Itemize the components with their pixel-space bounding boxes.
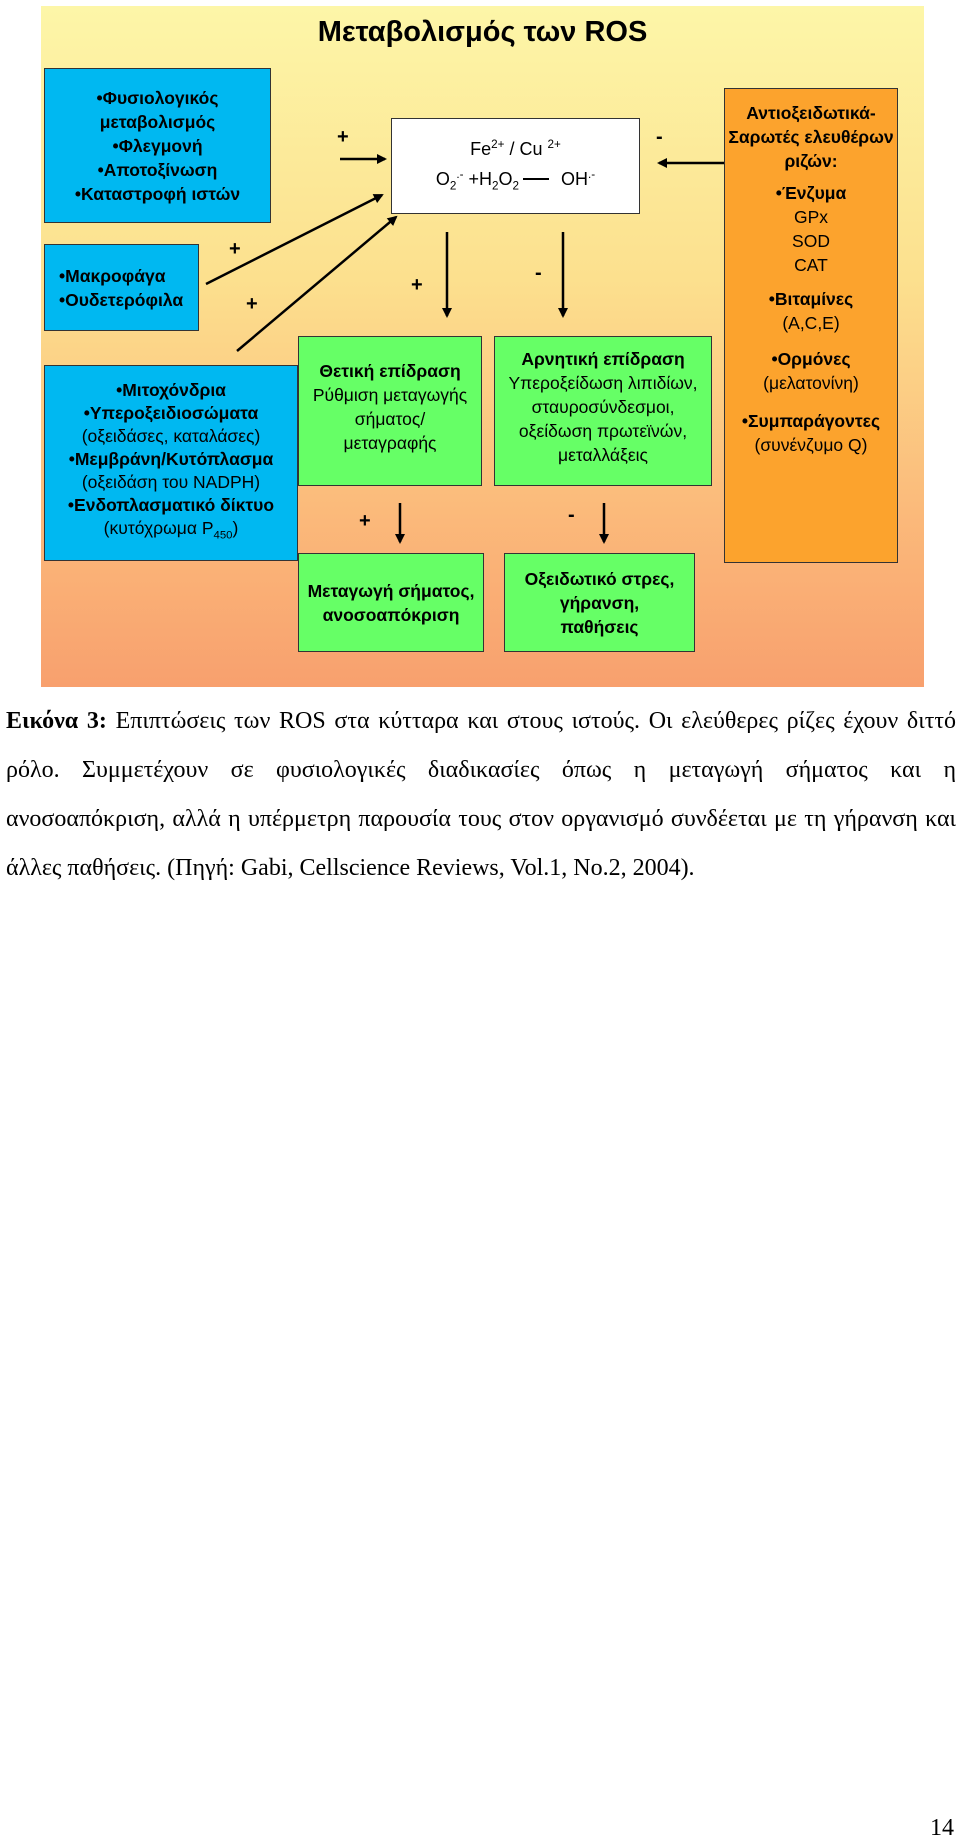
negative-effect-title: Αρνητική επίδραση xyxy=(521,349,685,369)
negative-effect-line: μεταλλάξεις xyxy=(558,445,648,465)
vitamins-label: •Βιταμίνες xyxy=(768,289,854,309)
minus-sign: - xyxy=(535,262,542,284)
reaction-arrow xyxy=(523,178,549,180)
organelle-line: •Μιτοχόνδρια xyxy=(116,379,226,400)
ros-metabolism-diagram xyxy=(41,6,924,687)
cofactors-text: (συνένζυμο Q) xyxy=(754,435,868,455)
negative-effect-line: σταυροσύνδεσμοι, xyxy=(531,397,675,417)
stress-line: γήρανση, xyxy=(559,592,640,613)
figure-caption xyxy=(6,697,956,893)
organelle-line: (κυτόχρωμα $P_{450}$) xyxy=(103,517,239,542)
metal-ions: $Fe^{2+}$ / Cu $^{2+}$ xyxy=(470,138,561,160)
plus-sign: + xyxy=(229,238,241,260)
negative-effect-line: οξείδωση πρωτεϊνών, xyxy=(518,421,688,441)
negative-effect-box xyxy=(494,336,712,486)
immune-cells-box xyxy=(44,244,199,331)
cofactors-label: •Συμπαράγοντες xyxy=(741,411,881,431)
organelle-line: •Υπεροξειδιοσώματα xyxy=(83,402,259,423)
cells-line: •Ουδετερόφιλα xyxy=(59,289,184,310)
source-line: •Φλεγμονή xyxy=(112,135,203,156)
source-line: •Αποτοξίνωση xyxy=(97,159,218,180)
minus-sign: - xyxy=(656,126,663,148)
organelle-line: (οξειδάσες, καταλάσες) xyxy=(81,425,261,446)
organelles-box xyxy=(44,365,298,561)
stress-line: Οξειδωτικό στρες, xyxy=(524,568,675,589)
enzymes-label: •Ένζυμα xyxy=(775,183,847,203)
diagram-title: Μεταβολισμός των ROS xyxy=(317,16,648,48)
enzyme-item: SOD xyxy=(792,231,830,251)
source-line: •Φυσιολογικός μεταβολισμός xyxy=(96,87,219,132)
organelle-line: •Ενδοπλασματικό δίκτυο xyxy=(67,494,275,515)
positive-effect-line: σήματος/ xyxy=(354,409,426,429)
positive-effect-line: μεταγραφής xyxy=(343,433,437,453)
reaction-equation: $O_2^{.-} +H_2O_2$ OH.- xyxy=(435,168,596,193)
hormones-text: (μελατονίνη) xyxy=(763,373,859,393)
positive-effect-line: Ρύθμιση μεταγωγής xyxy=(312,385,468,405)
negative-effect-line: Υπεροξείδωση λιπιδίων, xyxy=(508,373,698,393)
plus-sign: + xyxy=(411,274,423,296)
physiological-sources-box xyxy=(44,68,271,223)
arrow-organelles-to-reaction xyxy=(237,217,396,351)
stress-line: παθήσεις xyxy=(560,616,639,637)
organelle-line: •Μεμβράνη/Κυτόπλασμα xyxy=(68,448,274,469)
antioxidants-box xyxy=(724,88,898,563)
plus-sign: + xyxy=(359,510,371,532)
oxidative-stress-box xyxy=(504,553,695,652)
signal-line: ανοσοαπόκριση xyxy=(322,604,460,625)
enzyme-item: GPx xyxy=(793,207,829,227)
cells-line: •Μακροφάγα xyxy=(59,265,166,286)
caption-label: Εικόνα 3: xyxy=(6,708,107,734)
organelle-line: (οξειδάση του NADPH) xyxy=(81,471,261,492)
page-number: 14 xyxy=(930,1815,954,1841)
minus-sign: - xyxy=(568,504,575,526)
plus-sign: + xyxy=(337,126,349,148)
vitamins-text: (A,C,E) xyxy=(782,313,840,333)
source-line: •Καταστροφή ιστών xyxy=(74,183,241,204)
plus-sign: + xyxy=(246,293,258,315)
caption-text: Επιπτώσεις των ROS στα κύτταρα και στους ιστούς. Οι ελεύθερες ρίζες έχουν διττό ρόλο. Συμμετέχουν σε φυσιολογικές διαδικασίες όπως η μεταγωγή σήματος και η ανοσοαπόκριση, αλλά η υπέρμετρη παρουσία τους στον οργανισμό συνδέεται με τη γήρανση και άλλες παθήσεις. (Πηγή: Gabi, Cellscience Reviews, Vol.1, No.2, 2004). xyxy=(6,708,956,881)
hormones-label: •Ορμόνες xyxy=(771,349,851,369)
reaction-box xyxy=(391,118,640,214)
positive-effect-box xyxy=(298,336,482,486)
positive-effect-title: Θετική επίδραση xyxy=(319,361,461,381)
enzyme-item: CAT xyxy=(794,255,828,275)
antioxidants-title: Αντιοξειδωτικά-Σαρωτές ελευθέρων ριζών: xyxy=(728,103,894,171)
signal-line: Μεταγωγή σήματος, xyxy=(307,580,475,601)
signal-transduction-box xyxy=(298,553,484,652)
